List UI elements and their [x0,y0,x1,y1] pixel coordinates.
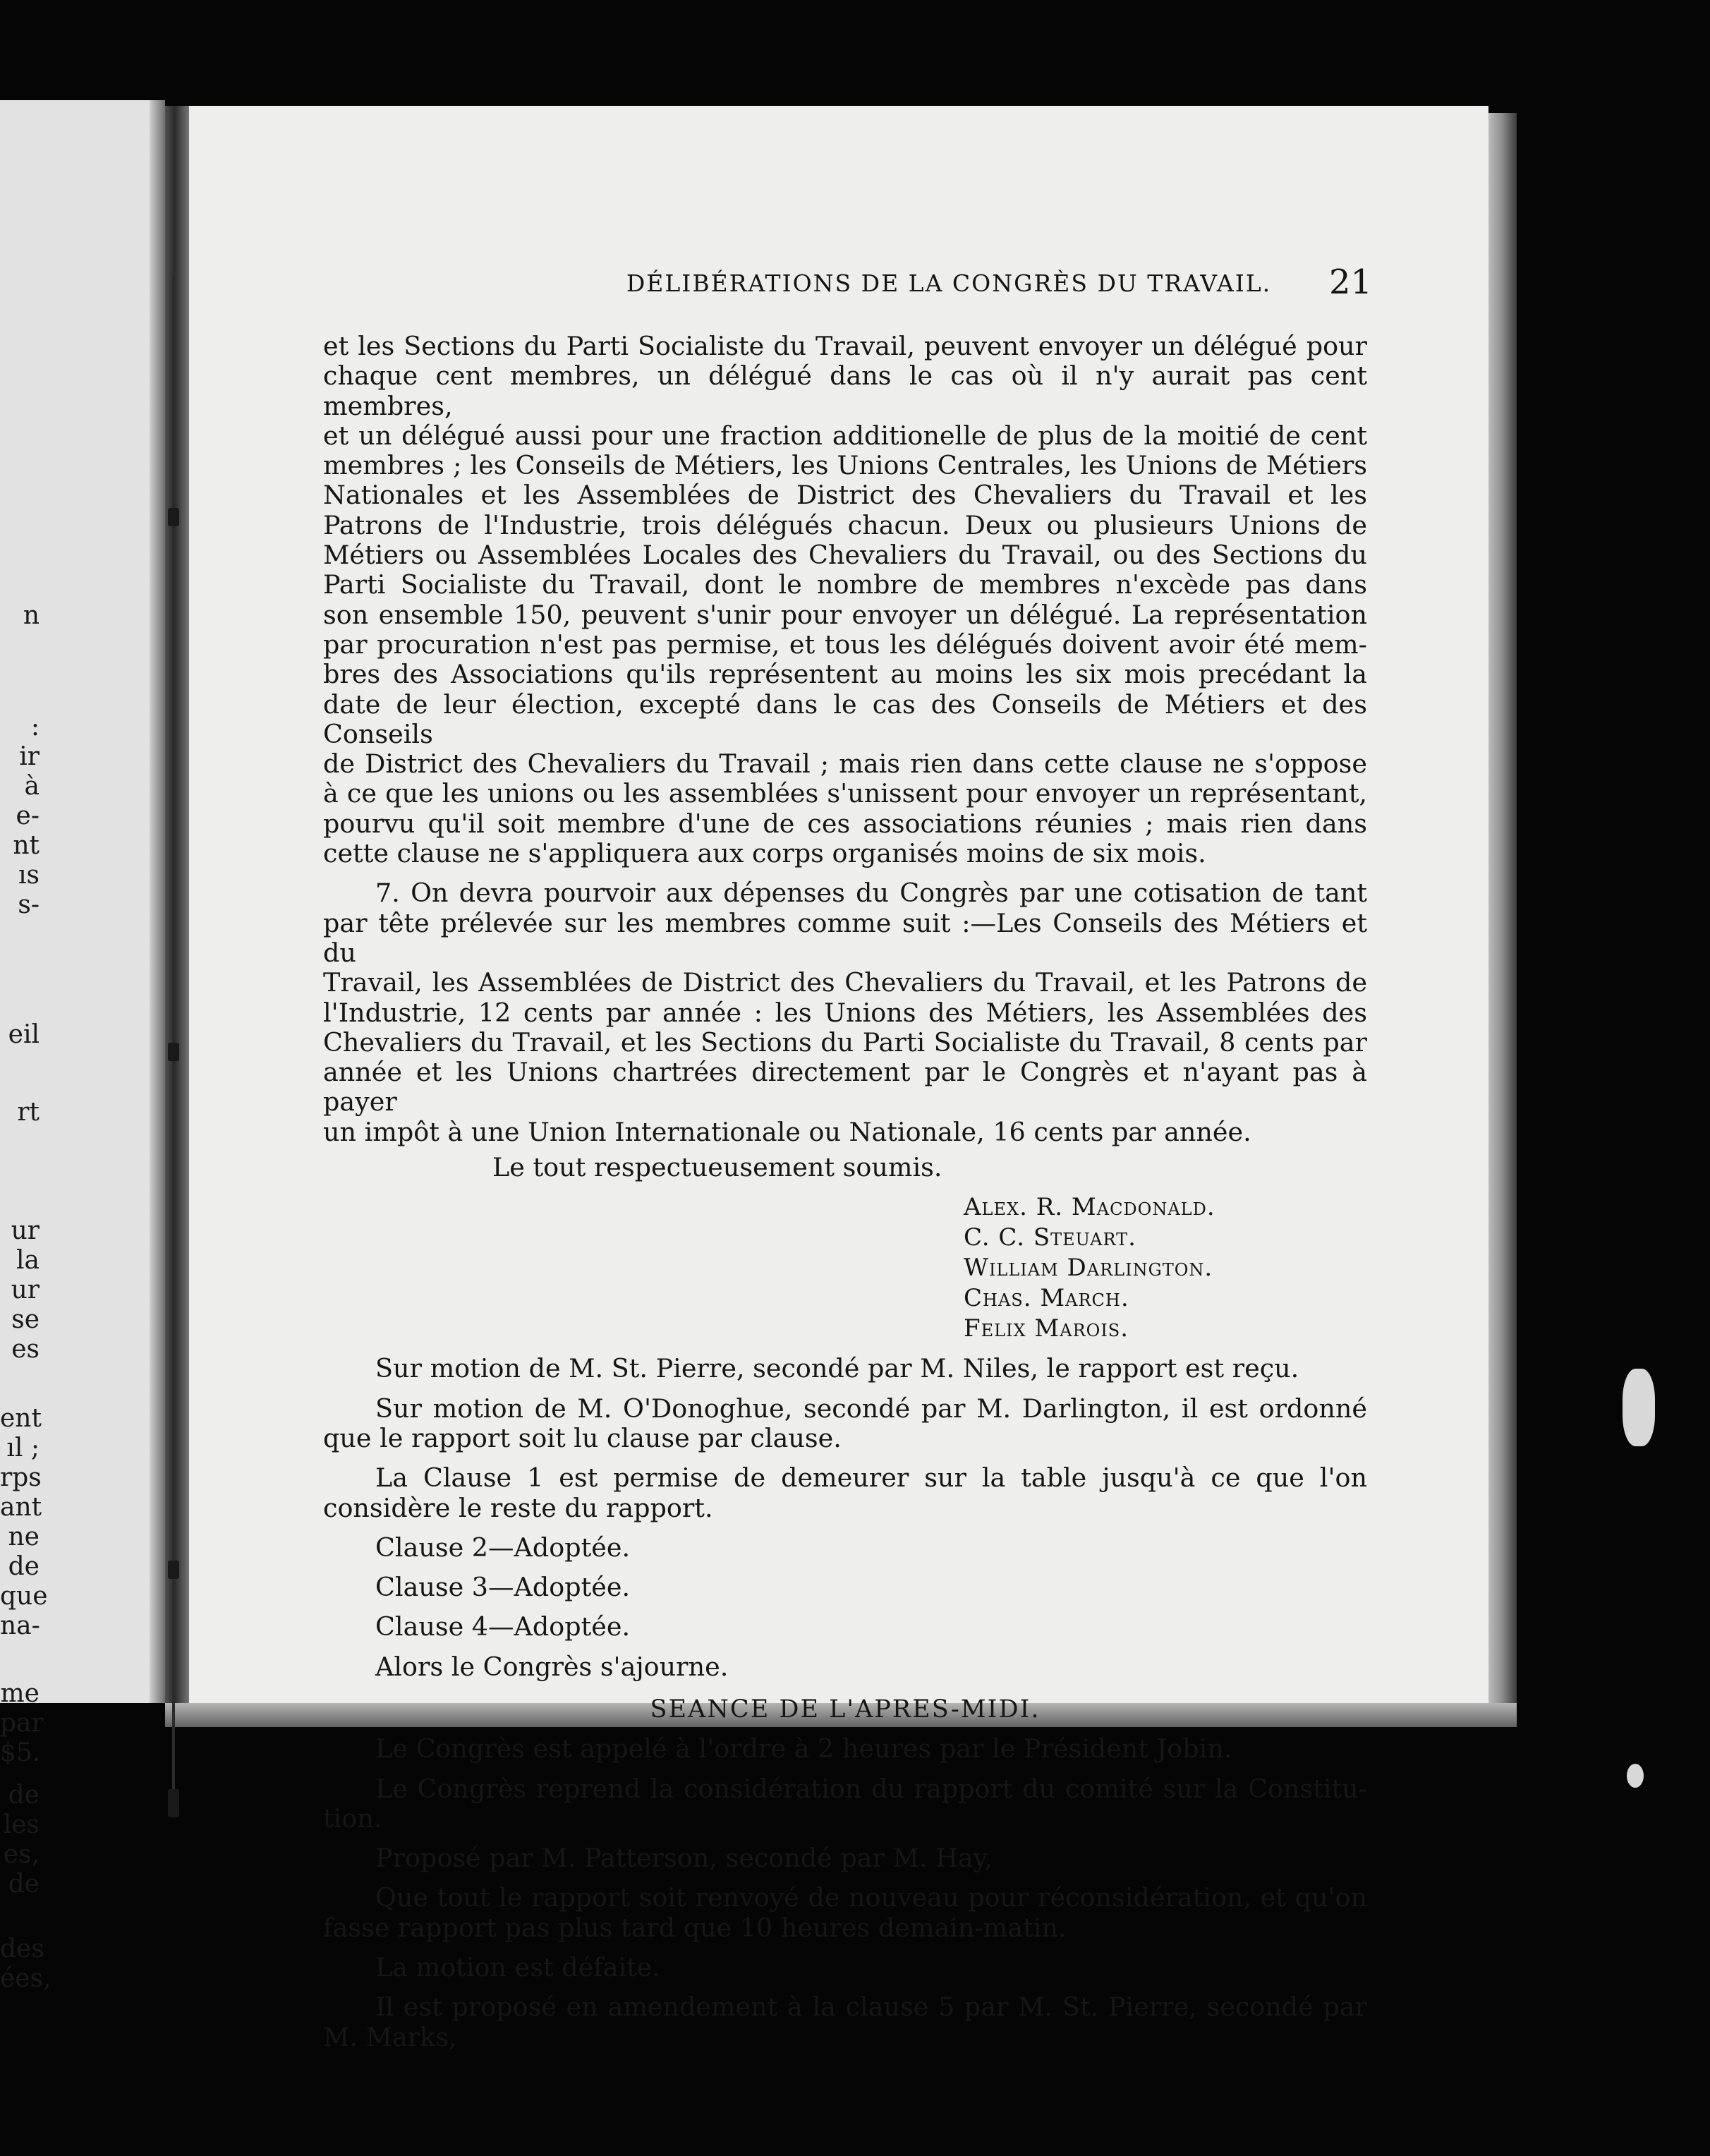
clause-3-adopted: Clause 3—Adoptée. [375,1572,631,1603]
left-page-fragment: ir [19,742,40,771]
text-line: son ensemble 150, peuvent s'unir pour envoyer un délégué. La représentation [323,599,1367,630]
paper-speck [1623,1369,1655,1446]
running-title: DÉLIBÉRATIONS DE LA CONGRÈS DU TRAVAIL. [626,270,1272,297]
text-line: chaque cent membres, un délégué dans le cas où il n'y aurait pas cent membres, [323,361,1367,421]
left-page-fragment: nt [13,831,40,860]
text-line: cette clause ne s'appliquera aux corps organisés moins de six mois. [323,838,1206,869]
text-line: Métiers ou Assemblées Locales des Chevaliers du Travail, ou des Sections du [323,540,1367,571]
text-line: Patrons de l'Industrie, trois délégués chacun. Deux ou plusieurs Unions de [323,509,1367,540]
text-line: Nationales et les Assemblées de District des Chevaliers du Travail et les [323,480,1367,511]
proposal: Proposé par M. Patterson, secondé par M. Hay, [375,1843,993,1874]
text-line: à ce que les unions ou les assemblées s'unissent pour envoyer un représentant, [323,778,1367,809]
left-page-fragment: na- [0,1611,40,1640]
afternoon-session-title: SEANCE DE L'APRES-MIDI. [650,1695,1041,1724]
left-page-fragment: ıs [18,861,40,890]
right-page-edge [1488,113,1517,1714]
page-number: 21 [1329,262,1373,302]
motion-defeated: La motion est défaite. [375,1952,660,1983]
left-page-fragment: n [23,601,40,630]
paragraph-clause-6 [323,332,1367,868]
motion-clause-by-clause-line: Sur motion de M. O'Donoghue, secondé par M. Darlington, il est ordonné [375,1393,1367,1424]
signatory: Alex. R. Macdonald. [964,1193,1215,1222]
left-page-fragment: par [0,1709,44,1738]
text-line: et les Sections du Parti Socialiste du Travail, peuvent envoyer un délégué pour [323,331,1367,361]
left-page-fragment: $5. [0,1738,41,1767]
left-page-fragment: ıl ; [6,1434,40,1462]
page-body [323,332,1367,2052]
left-page-fragment: s- [18,890,40,919]
adjournment: Alors le Congrès s'ajourne. [375,1651,729,1682]
signatory: Chas. March. [964,1284,1129,1313]
call-to-order: Le Congrès est appelé à l'ordre à 2 heures par le Président Jobin. [375,1733,1232,1764]
binding-stitch [168,1043,179,1061]
signatory: William Darlington. [964,1254,1213,1283]
clause-1-line: considère le reste du rapport. [323,1492,713,1523]
left-page-fragment: es, [3,1840,40,1869]
left-page-fragment: la [16,1246,40,1275]
binding-stitch [168,1561,179,1579]
resume-consideration-line: Le Congrès reprend la considération du rapport du comité sur la Constitu- [375,1773,1367,1804]
left-page-fragment: ées, [0,1964,51,1993]
text-line: par tête prélevée sur les membres comme suit :—Les Conseils des Métiers et du [323,907,1367,968]
text-line: Chevaliers du Travail, et les Sections du Parti Socialiste du Travail, 8 cents par [323,1026,1367,1058]
paragraph-clause-7 [323,878,1367,1147]
left-page-fragment: ur [11,1216,40,1245]
clause-1-line: La Clause 1 est permise de demeurer sur la table jusqu'à ce que l'on [375,1462,1367,1494]
left-page-fragment: ne [8,1522,40,1551]
text-line: de District des Chevaliers du Travail ; mais rien dans cette clause ne s'oppose [323,749,1367,780]
left-page-fragment: que [0,1582,48,1611]
text-line: un impôt à une Union Internationale ou Nationale, 16 cents par année. [323,1116,1251,1147]
left-page-fragment: ant [0,1493,42,1522]
text-line: bres des Associations qu'ils représentent au moins les six mois precédant la [323,659,1367,690]
clause-2-adopted: Clause 2—Adoptée. [375,1532,631,1563]
signatory: Felix Marois. [964,1314,1129,1343]
left-page-fragment: à [24,772,40,801]
left-page-fragment: rps [0,1463,42,1492]
binding-stitch [168,508,179,526]
text-line: 7. On devra pourvoir aux dépenses du Congrès par une cotisation de tant [375,878,1367,909]
left-page-fragment: de [8,1781,40,1810]
amendment-line: M. Marks, [323,2021,457,2052]
left-page-fragment: les [3,1810,40,1839]
left-page-fragment: de [8,1870,40,1898]
text-line: Travail, les Assemblées de District des Chevaliers du Travail, et les Patrons de [323,967,1367,998]
left-page-fragment: es [11,1335,40,1364]
motion-report-received: Sur motion de M. St. Pierre, secondé par M. Niles, le rapport est reçu. [375,1353,1299,1384]
text-line: Parti Socialiste du Travail, dont le nombre de membres n'excède pas dans [323,569,1367,600]
paper-speck [1627,1764,1644,1788]
motion-text-line: Que tout le rapport soit renvoyé de nouveau pour réconsidération, et qu'on [375,1882,1367,1913]
amendment-line: Il est proposé en amendement à la clause 5 par M. St. Pierre, secondé par [375,1992,1367,2023]
left-page-fragment: ur [11,1276,40,1304]
left-page-fragment: ent [0,1404,42,1433]
clause-4-adopted: Clause 4—Adoptée. [375,1611,631,1642]
left-page-fragment: de [8,1552,40,1581]
left-page-fragment: eil [8,1020,40,1049]
left-page-fragment: rt [17,1098,40,1127]
signatory: C. C. Steuart. [964,1223,1136,1252]
book-gutter [165,106,189,1703]
text-line: membres ; les Conseils de Métiers, les Unions Centrales, les Unions de Métiers [323,450,1367,481]
left-page-fragment: e- [16,801,40,830]
text-line: année et les Unions chartrées directement par le Congrès et n'ayant pas à payer [323,1057,1367,1118]
left-page-fragment: des [0,1934,44,1963]
left-page-fragment: se [11,1305,40,1334]
text-line: par procuration n'est pas permise, et tous les délégués doivent avoir été mem- [323,629,1367,660]
left-page-fragment: : [30,713,40,741]
left-page-fragment: me [0,1679,40,1708]
binding-stitch [168,1789,179,1817]
closing-line: Le tout respectueusement soumis. [492,1152,942,1183]
resume-consideration-line: tion. [323,1803,382,1834]
left-page-edge [150,100,165,1703]
text-line: pourvu qu'il soit membre d'une de ces associations réunies ; mais rien dans [323,808,1367,839]
text-line: date de leur élection, excepté dans le cas des Conseils de Métiers et des Conseils [323,689,1367,749]
motion-clause-by-clause-line: que le rapport soit lu clause par clause. [323,1422,842,1453]
signature-block [964,1192,1367,1344]
motion-text-line: fasse rapport pas plus tard que 10 heures demain-matin. [323,1912,1067,1943]
text-line: l'Industrie, 12 cents par année : les Unions des Métiers, les Assemblées des [323,997,1367,1028]
text-line: et un délégué aussi pour une fraction additionelle de plus de la moitié de cent [323,420,1367,451]
